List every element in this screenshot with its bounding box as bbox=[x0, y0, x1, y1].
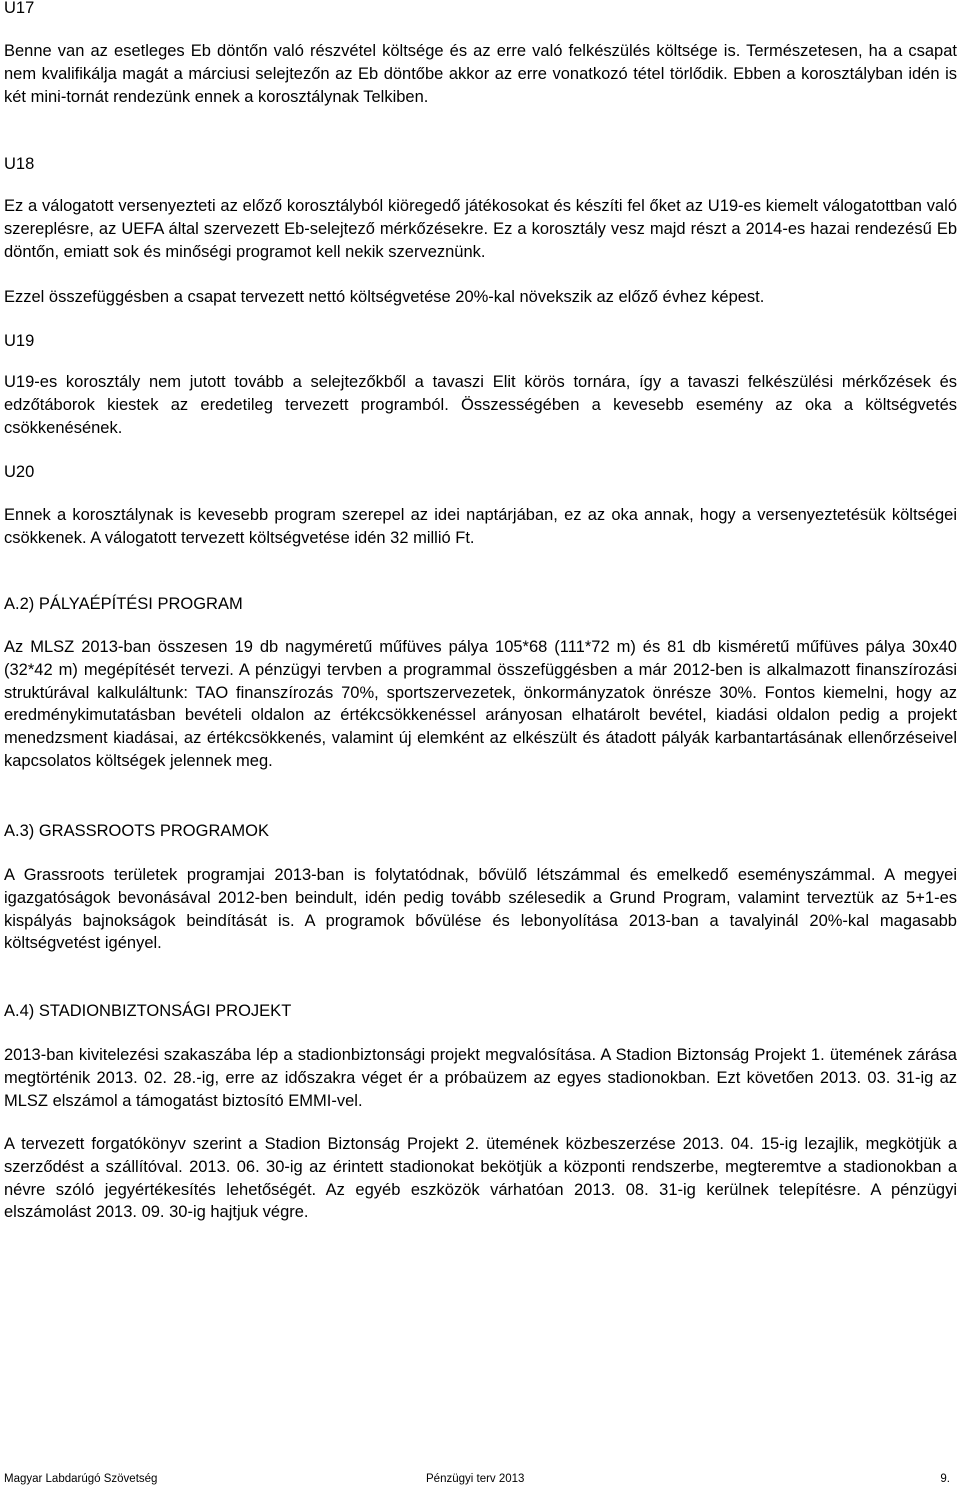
footer-organization: Magyar Labdarúgó Szövetség bbox=[4, 1473, 158, 1485]
section-heading-u20: U20 bbox=[4, 463, 35, 481]
section-heading-a4: A.4) STADIONBIZTONSÁGI PROJEKT bbox=[4, 1002, 292, 1020]
section-heading-a2: A.2) PÁLYAÉPÍTÉSI PROGRAM bbox=[4, 595, 243, 613]
paragraph-u18-2: Ezzel összefüggésben a csapat tervezett nettó költségvetése 20%-kal növekszik az előző évhez képest. bbox=[4, 288, 765, 306]
paragraph-a2: Az MLSZ 2013-ban összesen 19 db nagyméretű műfüves pálya 105*68 (111*72 m) és 81 db kisméretű műfüves pálya 30x40 (32*42 m) megépítését tervezi. A pénzügyi tervben a programmal összefüggésben a már 2012-ben is alkalmazott finanszírozási struktúrával kalkuláltunk: TAO finanszírozás 70%, sportszervezetek, önkormányzatok önrésze 30%. Fontos kiemelni, hogy az eredménykimutatásban bevételi oldalon az értékcsökkenéssel arányosan elhatárolt bevétel, kiadási oldalon pedig a projekt menedzsment kiadásai, az értékcsökkenés, valamint új elemként az elkészült és átadott pályák karbantartásának ellenőrzéseivel kapcsolatos költségek jelennek meg. bbox=[4, 638, 957, 770]
paragraph-a3: A Grassroots területek programjai 2013-ban is folytatódnak, bővülő létszámmal és emelkedő eseményszámmal. A megyei igazgatóságok bevonásával 2012-ben beindult, idén pedig tovább szélesedik a Grund Program, valamint terveztük az 5+1-es kispályás bajnokságok beindítását is. A programok bővülése és lebonyolítása 2013-ban a tavalyinál 20%-kal magasabb költségvetést igényel. bbox=[4, 866, 957, 953]
paragraph-a4-1: 2013-ban kivitelezési szakaszába lép a stadionbiztonsági projekt megvalósítása. A Stadion Biztonság Projekt 1. ütemének zárása megtörténik 2013. 02. 28.-ig, erre az időszakra véget ér a próbaüzem az egyes stadionokban. Ezt követően 2013. 03. 31-ig az MLSZ elszámol a támogatást biztosító EMMI-vel. bbox=[4, 1046, 957, 1110]
page-footer bbox=[0, 1472, 960, 1486]
paragraph-u20: Ennek a korosztálynak is kevesebb program szerepel az idei naptárjában, ez az oka annak, hogy a versenyeztetésük költségei csökkenek. A válogatott tervezett költségvetése idén 32 millió Ft. bbox=[4, 506, 957, 547]
paragraph-u19: U19-es korosztály nem jutott tovább a selejtezőkből a tavaszi Elit körös tornára, így a tavaszi felkészülési mérkőzések és edzőtáborok kiestek az eredetileg tervezett programból. Összességében a kevesebb esemény az oka a költségvetés csökkenésének. bbox=[4, 373, 957, 437]
section-heading-u18: U18 bbox=[4, 155, 35, 173]
section-heading-a3: A.3) GRASSROOTS PROGRAMOK bbox=[4, 822, 269, 840]
paragraph-u18-1: Ez a válogatott versenyezteti az előző korosztályból kiöregedő játékosokat és készíti fel őket az U19-es kiemelt válogatottban való szereplésre, az UEFA által szervezett Eb-selejtező mérkőzésekre. Ez a korosztály vesz majd részt a 2014-es hazai rendezésű Eb döntőn, emiatt sok és minőségi programot kell nekik szerveznünk. bbox=[4, 197, 957, 261]
section-heading-u17: U17 bbox=[4, 0, 35, 17]
footer-document-title: Pénzügyi terv 2013 bbox=[426, 1473, 525, 1485]
footer-page-number: 9. bbox=[940, 1473, 950, 1485]
paragraph-u17: Benne van az esetleges Eb döntőn való részvétel költsége és az erre való felkészülés költsége is. Természetesen, ha a csapat nem kvalifikálja magát a márciusi selejtezőn az Eb döntőbe akkor az erre vonatkozó tétel törlődik. Ebben a korosztályban idén is két mini-tornát rendezünk ennek a korosztálynak Telkiben. bbox=[4, 42, 957, 106]
section-heading-u19: U19 bbox=[4, 332, 35, 350]
paragraph-a4-2: A tervezett forgatókönyv szerint a Stadion Biztonság Projekt 2. ütemének közbeszerzése 2013. 04. 15-ig lezajlik, megkötjük a szerződést a szállítóval. 2013. 06. 30-ig az érintett stadionokat bekötjük a központi rendszerbe, megteremtve a stadionokban a névre szóló jegyértékesítés lehetőségét. Az egyéb eszközök várhatóan 2013. 08. 31-ig kerülnek telepítésre. A pénzügyi elszámolást 2013. 09. 30-ig hajtjuk végre. bbox=[4, 1135, 957, 1222]
